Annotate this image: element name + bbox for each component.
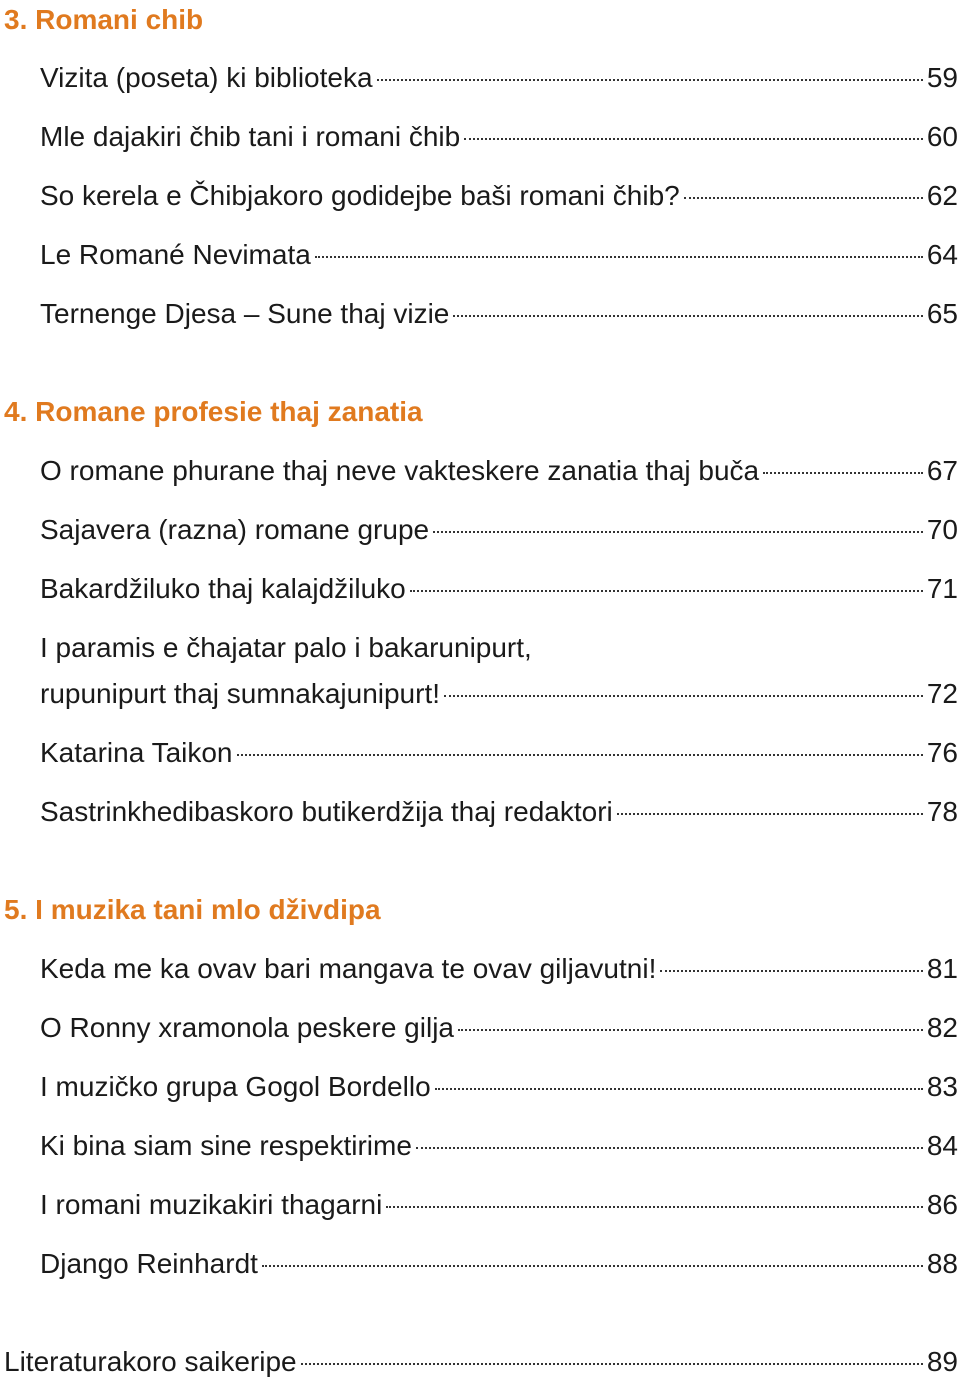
dot-leader [660, 970, 923, 972]
toc-entry[interactable] [40, 571, 958, 607]
dot-leader [262, 1265, 923, 1267]
toc-entry[interactable] [40, 1187, 958, 1223]
toc-entry[interactable] [40, 794, 958, 830]
toc-entry[interactable] [40, 1069, 958, 1105]
toc-entry[interactable] [40, 296, 958, 332]
dot-leader [763, 472, 923, 474]
toc-entry-label: I romani muzikakiri thagarni [40, 1189, 383, 1220]
section-title-3: 3. Romani chib [4, 4, 204, 35]
toc-entry-label: Sastrinkhedibaskoro butikerdžija thaj redaktori [40, 796, 613, 827]
toc-entry[interactable] [40, 676, 958, 712]
toc-entry-label: Katarina Taikon [40, 737, 233, 768]
toc-page-number: 70 [926, 514, 958, 545]
dot-leader [237, 754, 923, 756]
toc-entry-label: Bakardžiluko thaj kalajdžiluko [40, 573, 406, 604]
dot-leader [433, 531, 923, 533]
toc-page-number: 59 [926, 62, 958, 93]
toc-page-number: 76 [926, 737, 958, 768]
toc-page-number: 81 [926, 953, 958, 984]
toc-page-number: 62 [926, 180, 958, 211]
toc-page-number: 72 [926, 678, 958, 709]
toc-page-number: 67 [926, 455, 958, 486]
toc-entry-label-line1[interactable]: I paramis e čhajatar palo i bakarunipurt, [40, 632, 532, 663]
toc-entry-label: Le Romané Nevimata [40, 239, 311, 270]
toc-page-number: 82 [926, 1012, 958, 1043]
toc-page-number: 64 [926, 239, 958, 270]
toc-entry[interactable] [40, 119, 958, 155]
toc-page-number: 84 [926, 1130, 958, 1161]
toc-page-number: 65 [926, 298, 958, 329]
toc-entry[interactable] [40, 60, 958, 96]
toc-page-number: 83 [926, 1071, 958, 1102]
toc-entry-label: Keda me ka ovav bari mangava te ovav giljavutni! [40, 953, 657, 984]
toc-entry-label: Ternenge Djesa – Sune thaj vizie [40, 298, 450, 329]
dot-leader [684, 197, 923, 199]
toc-entry-label: Mle dajakiri čhib tani i romani čhib [40, 121, 461, 152]
toc-entry-label: rupunipurt thaj sumnakajunipurt! [40, 678, 441, 709]
toc-page-number: 60 [926, 121, 958, 152]
dot-leader [416, 1147, 923, 1149]
toc-entry-label: So kerela e Čhibjakoro godidejbe baši romani čhib? [40, 180, 680, 211]
toc-entry-label: Sajavera (razna) romane grupe [40, 514, 430, 545]
toc-page-number: 71 [926, 573, 958, 604]
toc-page-number: 78 [926, 796, 958, 827]
toc-entry[interactable] [40, 237, 958, 273]
toc-page-number: 86 [926, 1189, 958, 1220]
dot-leader [444, 695, 923, 697]
toc-entry[interactable] [40, 951, 958, 987]
toc-entry-label: Ki bina siam sine respektirime [40, 1130, 412, 1161]
toc-entry-label: Django Reinhardt [40, 1248, 258, 1279]
dot-leader [410, 590, 923, 592]
dot-leader [458, 1029, 923, 1031]
toc-entry-label: O Ronny xramonola peskere gilja [40, 1012, 454, 1043]
dot-leader [377, 79, 923, 81]
toc-entry[interactable] [40, 1128, 958, 1164]
toc-page-number: 89 [926, 1346, 958, 1377]
toc-entry-label: Vizita (poseta) ki biblioteka [40, 62, 373, 93]
dot-leader [617, 813, 923, 815]
toc-entry[interactable] [40, 1246, 958, 1282]
dot-leader [301, 1363, 923, 1365]
toc-entry[interactable] [40, 453, 958, 489]
toc-entry[interactable] [40, 735, 958, 771]
toc-entry[interactable] [40, 512, 958, 548]
dot-leader [453, 315, 922, 317]
section-title-4: 4. Romane profesie thaj zanatia [4, 396, 423, 427]
dot-leader [315, 256, 923, 258]
toc-entry[interactable] [40, 1010, 958, 1046]
dot-leader [464, 138, 923, 140]
toc-page-number: 88 [926, 1248, 958, 1279]
toc-entry[interactable] [40, 178, 958, 214]
dot-leader [435, 1088, 923, 1090]
toc-entry-label: O romane phurane thaj neve vakteskere zanatia thaj buča [40, 455, 760, 486]
toc-entry-label: Literaturakoro saikeripe [4, 1346, 297, 1377]
dot-leader [386, 1206, 923, 1208]
toc-entry-literature[interactable] [4, 1344, 958, 1380]
section-title-5: 5. I muzika tani mlo dživdipa [4, 894, 381, 925]
toc-entry-label: I muzičko grupa Gogol Bordello [40, 1071, 431, 1102]
